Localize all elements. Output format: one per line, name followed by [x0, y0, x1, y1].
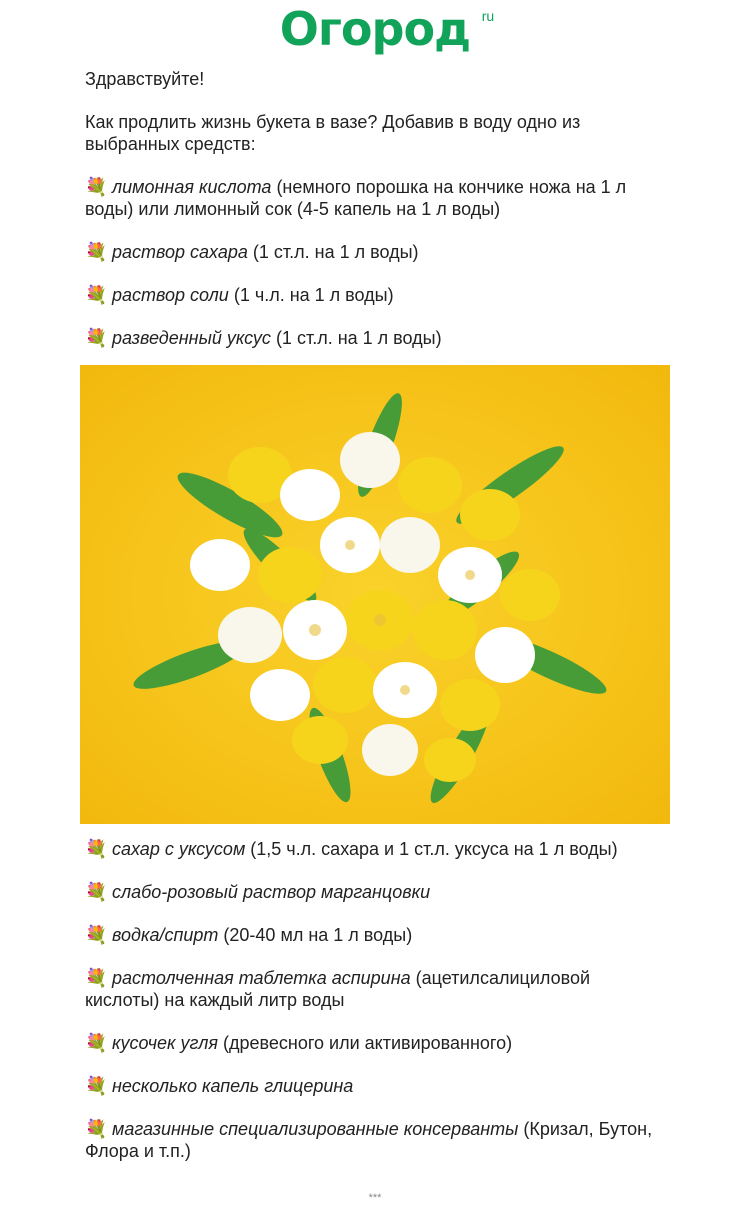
bouquet-icon: 💐 [85, 242, 108, 262]
list-item [85, 327, 665, 349]
bouquet-icon: 💐 [85, 328, 108, 348]
item-detail: (1 ч.л. на 1 л воды) [228, 285, 394, 305]
list-item [85, 284, 665, 306]
bouquet-icon: 💐 [85, 1119, 108, 1139]
item-detail: (древесного или активированного) [217, 1033, 513, 1053]
bouquet-illustration [80, 365, 670, 824]
list-item [85, 881, 665, 903]
bouquet-icon: 💐 [85, 839, 108, 859]
greeting: Здравствуйте! [85, 69, 205, 89]
item-name: раствор соли [112, 285, 229, 305]
item-name: кусочек угля [112, 1033, 218, 1053]
item-name: водка/спирт [112, 925, 219, 945]
item-name: растолченная таблетка аспирина [112, 968, 411, 988]
list-item [85, 838, 665, 860]
logo-text: Огород [279, 2, 471, 56]
site-logo[interactable] [0, 0, 750, 60]
item-name: раствор сахара [112, 242, 248, 262]
item-detail: (1,5 ч.л. сахара и 1 ст.л. уксуса на 1 л воды) [245, 839, 618, 859]
item-name: магазинные специализированные консерванты [112, 1119, 519, 1139]
list-item [85, 1118, 665, 1162]
intro-text: Как продлить жизнь букета в вазе? Добавив в воду одно из выбранных средств: [85, 112, 581, 154]
item-detail: (1 ст.л. на 1 л воды) [247, 242, 419, 262]
message-body-top [85, 68, 665, 370]
bouquet-icon: 💐 [85, 1033, 108, 1053]
message-body-bottom [85, 838, 665, 1183]
item-name: слабо-розовый раствор марганцовки [112, 882, 431, 902]
item-name: разведенный уксус [112, 328, 271, 348]
footer-separator: *** [368, 1192, 382, 1204]
bouquet-icon: 💐 [85, 882, 108, 902]
logo-suffix: ru [481, 8, 495, 24]
list-item [85, 924, 665, 946]
item-detail: (ацетилсалициловой кислоты) на каждый литр воды [85, 968, 591, 1010]
item-detail: (20-40 мл на 1 л воды) [218, 925, 413, 945]
list-item [85, 1032, 665, 1054]
list-item [85, 241, 665, 263]
list-item [85, 176, 665, 220]
item-name: несколько капель глицерина [112, 1076, 354, 1096]
item-detail: (немного порошка на кончике ножа на 1 л воды) или лимонный сок (4-5 капель на 1 л воды) [85, 177, 627, 219]
bouquet-icon: 💐 [85, 177, 108, 197]
bouquet-icon: 💐 [85, 968, 108, 988]
item-detail: (Кризал, Бутон, Флора и т.п.) [85, 1119, 653, 1161]
item-name: сахар с уксусом [112, 839, 246, 859]
item-detail: (1 ст.л. на 1 л воды) [270, 328, 442, 348]
item-name: лимонная кислота [112, 177, 272, 197]
tulip-bouquet-image[interactable] [80, 365, 670, 824]
bouquet-icon: 💐 [85, 1076, 108, 1096]
list-item [85, 967, 665, 1011]
bouquet-icon: 💐 [85, 925, 108, 945]
list-item [85, 1075, 665, 1097]
bouquet-icon: 💐 [85, 285, 108, 305]
